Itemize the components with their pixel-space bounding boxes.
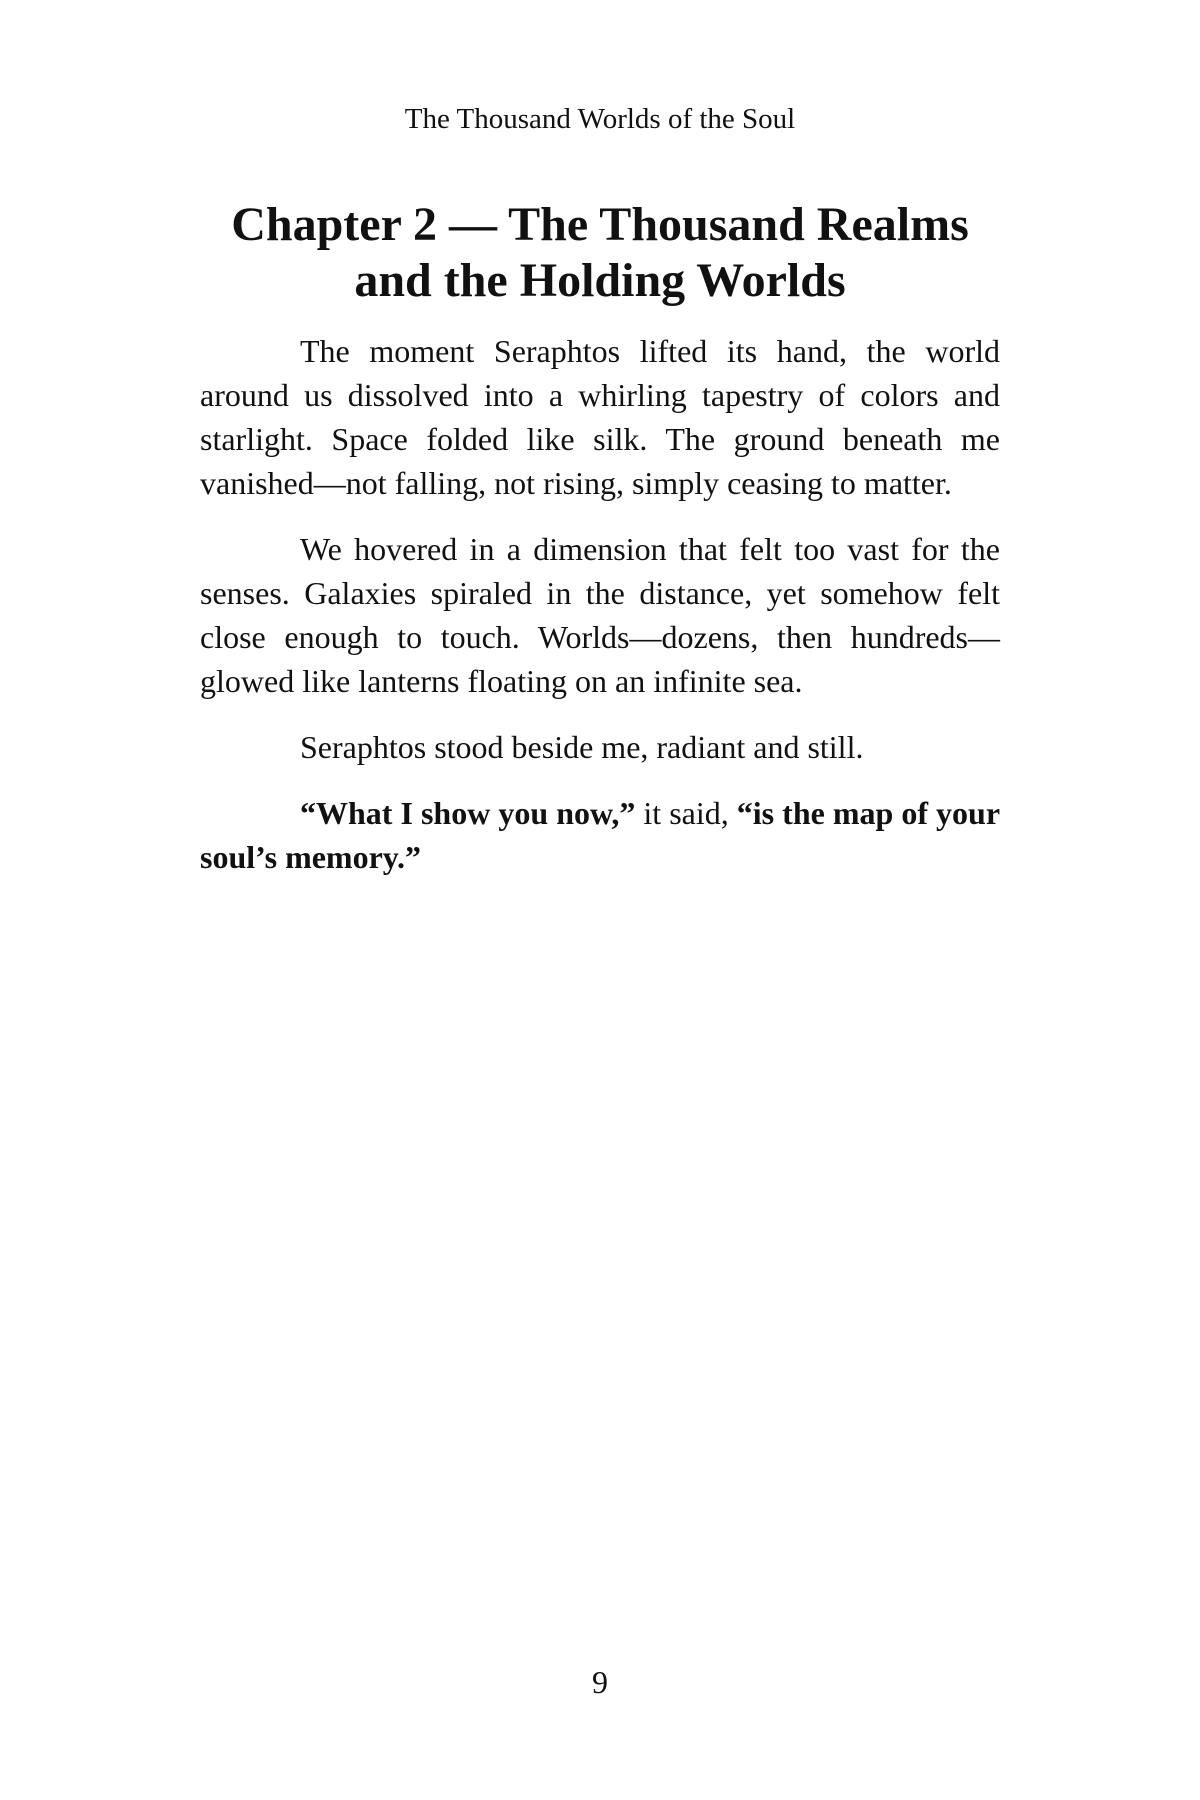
dialogue-attribution: it said, xyxy=(635,795,737,831)
dialogue-quote-2: “is the map of your soul’s memory.” xyxy=(200,795,1001,875)
chapter-body xyxy=(200,329,1000,901)
running-header: The Thousand Worlds of the Soul xyxy=(404,103,796,135)
paragraph-3: Seraphtos stood beside me, radiant and still. xyxy=(300,729,864,765)
paragraph-1: The moment Seraphtos lifted its hand, the world around us dissolved into a whirling tapestry of colors and starlight. Space folded like silk. The ground beneath me vanished—not falling, not rising, simply ceasing to matter. xyxy=(200,333,1000,501)
dialogue-quote-1: “What I show you now,” xyxy=(300,795,636,831)
page-number: 9 xyxy=(592,1664,608,1700)
paragraph-2: We hovered in a dimension that felt too vast for the senses. Galaxies spiraled in the distance, yet somehow felt close enough to touch. Worlds—dozens, then hundreds—glowed like lanterns floating on an infinite sea. xyxy=(200,531,1000,699)
chapter-title: Chapter 2 — The Thousand Realms and the Holding Worlds xyxy=(231,198,969,307)
dialogue-paragraph xyxy=(200,791,1000,879)
